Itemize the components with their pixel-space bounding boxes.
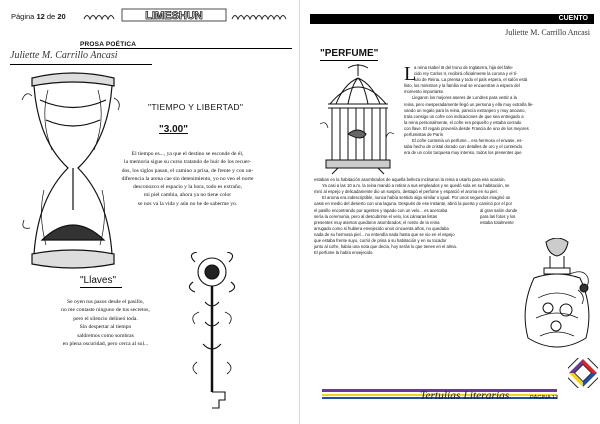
- masthead-title: LIMESHUN: [145, 10, 203, 22]
- story-text-block: [314, 177, 512, 207]
- section-label: PROSA POÉTICA: [80, 41, 137, 48]
- story-title: "PERFUME": [320, 48, 379, 59]
- poem-body: [95, 150, 280, 208]
- story-line: a reina Isabel III del trono de Inglaterra, hija del falle-: [414, 65, 514, 70]
- poem-line: Se oyen tus pasos desde el pasillo,: [67, 299, 144, 305]
- story-line: El cofre contenía un perfume... era hermoso el envase, es-: [412, 138, 523, 144]
- divider: [80, 48, 292, 49]
- story-line: cido rey Carlos II, recibirá oficialmente la corona y el tí-: [414, 71, 518, 77]
- author-name: Juliette M. Carrillo Ancasi: [10, 50, 118, 61]
- section-label: CUENTO: [558, 15, 588, 22]
- poem-line: El tiempo es..., ya que el destino se esconde de él,: [131, 151, 244, 157]
- key-illustration: [185, 252, 240, 417]
- divider: [80, 287, 122, 288]
- page-number: Página 12 de 20: [11, 12, 66, 21]
- story-line: listo, los ministros y la familia real se encuentran a espera del: [404, 83, 520, 89]
- poem-body: [38, 298, 173, 348]
- story-line: oasis en medio del desierto con una laguna. Después de ese instante, abrió la puerta y caminó por el por: [314, 201, 512, 207]
- poem-line: se nos va la vida y aún no he de saberme yo.: [137, 200, 238, 207]
- poem-line: Sin despertar al tiempo: [79, 324, 132, 331]
- poem-line: desconozco el espacio y la hora, todo es extraño,: [132, 184, 243, 191]
- story-line: para las fotos y los: [480, 213, 516, 219]
- story-line: nada de su hermosa piel... no entendía nada hasta que se vio en el espejo: [314, 231, 455, 237]
- footer-brand: Tertulias Literarias: [420, 390, 510, 402]
- divider: [320, 60, 378, 61]
- poem-title: "TIEMPO Y LIBERTAD": [148, 102, 244, 112]
- page-number: PÁGINA 13: [530, 395, 559, 401]
- story-line: con llave. El regalo provenía desde Francia de uno de los mejores: [404, 125, 529, 131]
- poem-date: "3.00": [159, 124, 188, 135]
- divider: [10, 64, 152, 65]
- poem-line: saldremos como sombras: [77, 332, 134, 339]
- poem-line: mi piel cambia, ahora ya no tiene color: [143, 192, 232, 199]
- story-line: al gran salón donde: [480, 207, 518, 213]
- story-line: presentes muy atentos quedaron asombrados; el rostro de la reina: [314, 219, 440, 225]
- story-line: Llegaron los mejores aseres de Londres para vestir a la: [412, 95, 517, 101]
- poem-title: "Llaves": [80, 275, 117, 286]
- story-line: miró al espejo y delicadamente dio un suspiro, destapó el perfume y esparció el aroma en su piel.: [314, 189, 498, 195]
- story-line: arrugado como si hubiera envejecido unos cincuenta años, no quedaba: [314, 225, 449, 231]
- story-line: la reina personalmente, el cofre era pequeño y estaba cerrado: [404, 119, 522, 125]
- story-line: estaban en la habitación asombrados de aquella belleza inclinaron la reina a usarlo para esa ocasión.: [314, 177, 506, 182]
- story-line: Ya casi a las 10 a.m. la reina mandó a retirar a sus empleados y se quedó sola en su habitación, se: [322, 183, 510, 189]
- poem-line: no me contaste ninguno de tus secretos,: [61, 307, 150, 314]
- story-line: que estaba frente suyo, corrió de prisa a su habitación y en su tocador: [314, 237, 447, 243]
- story-line: reina, pero inesperadamente llegó un persona y ella muy extraña lle-: [404, 101, 534, 107]
- birdcage-illustration: [318, 64, 398, 176]
- story-line: perfumistas de París: [404, 132, 443, 138]
- story-line: momento importante.: [404, 89, 445, 95]
- story-text-block: [480, 208, 517, 226]
- magazine-logo: [568, 358, 598, 388]
- story-line: traía consigo un cofre con indicaciones de que sea entregado a: [404, 113, 524, 119]
- author-name: Juliette M. Carrillo Ancasi: [505, 28, 590, 37]
- story-line: el pasillo encontrando por agentes y tapado con un velo... es acercaba: [314, 207, 448, 213]
- drop-cap: L: [404, 63, 417, 85]
- right-page: [300, 0, 600, 424]
- story-line: sería la ceremonia, pero al descubrirse el velo, los cámaras listas: [314, 213, 438, 219]
- story-line: El aroma era indescriptible, nunca había sentido algo similar o igual. Por unos segundos imaginó un: [322, 195, 511, 201]
- story-text-block: [414, 65, 527, 83]
- poem-line: dos, los siglos pasan, el camino a prisa, de frente y con un-: [121, 167, 254, 174]
- story-text-block: [404, 83, 533, 156]
- story-line: tulo de Reina. La prensa y todo el país espera, el salón está: [414, 77, 528, 83]
- poem-line: pero el silencio delineó toda.: [73, 315, 138, 322]
- perfume-bottle-illustration: [518, 238, 596, 356]
- story-text-block: [314, 208, 457, 257]
- poem-line: diferencia la arena cae sin detenimiento, yo no veo el norte: [121, 175, 254, 182]
- section-bar: [310, 14, 594, 24]
- story-line: estaba totalmente: [480, 219, 514, 225]
- poem-line: la memoria sigue su curso tratando de huir de los recuer-: [124, 159, 251, 166]
- masthead-ornament: [82, 8, 292, 22]
- story-line: taba hecho de cristal dorado con detalles de oro y el contenido: [404, 144, 523, 150]
- story-line: era de un color turquesa muy intenso, todos los presentes que: [404, 150, 522, 156]
- story-line: El perfume la había envejecido.: [314, 250, 374, 256]
- story-line: junto al cofre, había una nota que decía, hoy serás lo que tienes en el alma.: [314, 244, 457, 250]
- poem-line: en plena oscuridad, pero cerca al sol...: [62, 341, 149, 348]
- story-line: vando un regalo para la reina, parecía extranjero y muy anciano,: [404, 107, 526, 113]
